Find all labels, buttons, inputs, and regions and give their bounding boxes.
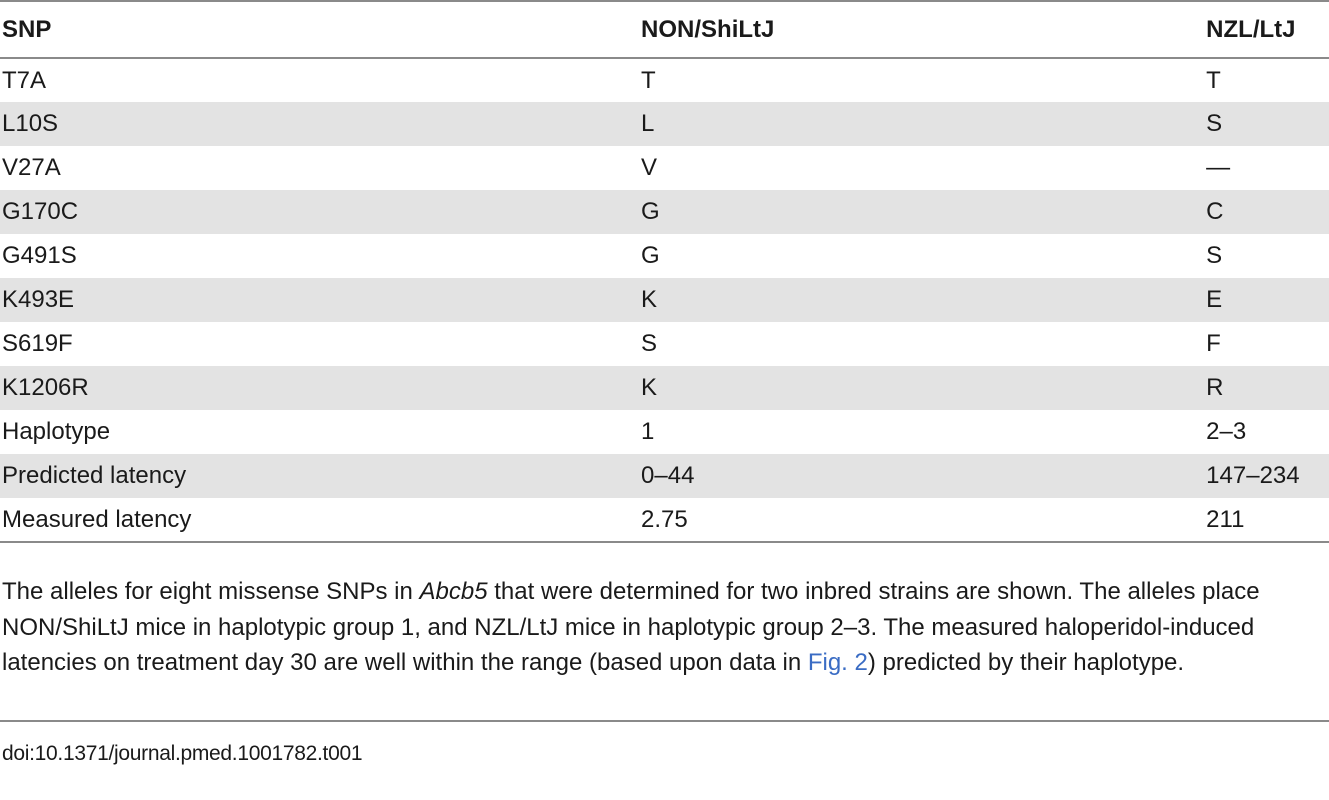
non-shiltj-cell: T	[641, 66, 656, 94]
nzl-ltj-cell: S	[1206, 242, 1223, 269]
nzl-ltj-cell: 147–234	[1204, 454, 1329, 498]
table-header	[0, 1, 1329, 58]
table-row	[0, 366, 1329, 410]
non-shiltj-cell: S	[641, 330, 658, 357]
table-row	[0, 234, 1329, 278]
snp-cell: K493E	[0, 278, 639, 322]
non-shiltj-cell: L	[639, 102, 1204, 146]
gene-name: Abcb5	[419, 578, 488, 605]
table-row	[0, 146, 1329, 190]
column-header-nzl-ltj: NZL/LtJ	[1204, 1, 1329, 58]
snp-cell: T7A	[2, 66, 47, 94]
snp-cell: Measured latency	[0, 498, 639, 542]
table-row	[0, 278, 1329, 322]
snp-cell: K1206R	[0, 366, 639, 410]
table-row	[0, 58, 1329, 102]
non-shiltj-cell: V	[641, 154, 658, 181]
table-row	[0, 102, 1329, 146]
table-row	[0, 410, 1329, 454]
nzl-ltj-cell: E	[1204, 278, 1329, 322]
table-row	[0, 322, 1329, 366]
nzl-ltj-cell: F	[1206, 330, 1221, 357]
table-row	[0, 454, 1329, 498]
doi-label: doi:10.1371/journal.pmed.1001782.t001	[2, 742, 363, 765]
nzl-ltj-cell: 2–3	[1206, 418, 1247, 445]
column-header-snp: SNP	[0, 1, 639, 58]
snp-cell: L10S	[0, 102, 639, 146]
non-shiltj-cell: G	[641, 242, 660, 269]
column-header-non-shiltj: NON/ShiLtJ	[639, 1, 1204, 58]
snp-cell: V27A	[2, 154, 61, 181]
non-shiltj-cell: 1	[641, 418, 655, 445]
snp-cell: G170C	[0, 190, 639, 234]
non-shiltj-cell: K	[639, 366, 1204, 410]
table-body	[0, 58, 1329, 542]
non-shiltj-cell: 0–44	[639, 454, 1204, 498]
nzl-ltj-cell: 211	[1204, 498, 1329, 542]
nzl-ltj-cell: —	[1206, 154, 1231, 181]
figure-link[interactable]: Fig. 2	[807, 649, 868, 676]
nzl-ltj-cell: C	[1204, 190, 1329, 234]
caption-text: that were determined for two inbred strains are shown. The alleles place NON/ShiLtJ mice in haplotypic group 1, and NZL/LtJ mice in haplotypic group 2–3. The measured haloperidol-induced latencies on treatment day 30 are well within the range (based upon data in	[2, 578, 1260, 676]
nzl-ltj-cell: S	[1204, 102, 1329, 146]
nzl-ltj-cell: R	[1204, 366, 1329, 410]
snp-cell: G491S	[2, 242, 77, 269]
table-row	[0, 190, 1329, 234]
divider	[0, 720, 1329, 722]
table-row	[0, 498, 1329, 542]
caption-text: ) predicted by their haplotype.	[867, 649, 1185, 676]
non-shiltj-cell: K	[639, 278, 1204, 322]
snp-cell: S619F	[2, 330, 73, 357]
snp-cell: Predicted latency	[0, 454, 639, 498]
nzl-ltj-cell: T	[1206, 66, 1221, 94]
non-shiltj-cell: G	[639, 190, 1204, 234]
caption-text: The alleles for eight missense SNPs in	[2, 578, 420, 605]
snp-cell: Haplotype	[2, 418, 111, 445]
table-caption	[2, 574, 1324, 681]
non-shiltj-cell: 2.75	[639, 498, 1204, 542]
header-row	[0, 1, 1329, 58]
